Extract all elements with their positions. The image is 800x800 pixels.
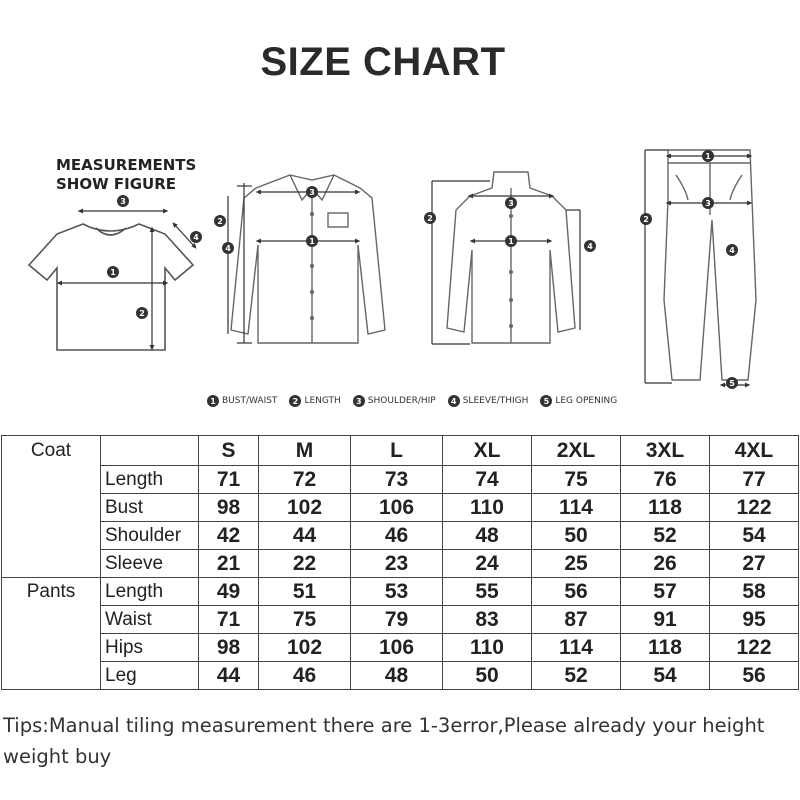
marker-1: [306, 235, 318, 247]
page-title: SIZE CHART: [260, 40, 506, 84]
marker-1: [107, 266, 119, 278]
size-header: 3XL: [621, 436, 710, 466]
marker-2: [424, 212, 436, 224]
category-cell: [2, 550, 101, 578]
number-5-icon: 5: [540, 395, 552, 407]
svg-text:5: 5: [729, 379, 735, 388]
size-header: M: [259, 436, 351, 466]
svg-text:4: 4: [587, 242, 593, 251]
category-cell: Coat: [2, 436, 101, 466]
value-cell: 55: [443, 578, 532, 606]
category-cell: Pants: [2, 578, 101, 606]
value-cell: 75: [532, 466, 621, 494]
value-cell: 48: [351, 662, 443, 690]
legend-label: SHOULDER/HIP: [367, 396, 436, 406]
value-cell: 52: [532, 662, 621, 690]
value-cell: 76: [621, 466, 710, 494]
value-cell: 102: [259, 494, 351, 522]
marker-4: [222, 242, 234, 254]
value-cell: 57: [621, 578, 710, 606]
marker-3: [306, 186, 318, 198]
number-2-icon: 2: [289, 395, 301, 407]
marker-4: [584, 240, 596, 252]
marker-3: [117, 195, 129, 207]
number-1-icon: 1: [207, 395, 219, 407]
header-empty-cell: [101, 436, 199, 466]
value-cell: 58: [710, 578, 799, 606]
marker-1: [505, 235, 517, 247]
legend-item: [289, 395, 340, 407]
size-header: 4XL: [710, 436, 799, 466]
value-cell: 77: [710, 466, 799, 494]
svg-text:1: 1: [705, 152, 711, 161]
row-label: Sleeve: [101, 550, 199, 578]
svg-text:4: 4: [193, 233, 199, 242]
size-header-row: [2, 436, 799, 466]
marker-4: [190, 231, 202, 243]
svg-text:4: 4: [729, 246, 735, 255]
category-cell: [2, 494, 101, 522]
pants-figure: [664, 150, 756, 380]
category-cell: [2, 466, 101, 494]
value-cell: 122: [710, 634, 799, 662]
value-cell: 106: [351, 494, 443, 522]
size-header: S: [199, 436, 259, 466]
value-cell: 50: [443, 662, 532, 690]
value-cell: 54: [621, 662, 710, 690]
legend-item: [353, 395, 436, 407]
size-header: L: [351, 436, 443, 466]
category-cell: [2, 662, 101, 690]
table-row: [2, 522, 799, 550]
table-row: [2, 578, 799, 606]
legend-item: [540, 395, 617, 407]
value-cell: 21: [199, 550, 259, 578]
value-cell: 42: [199, 522, 259, 550]
category-cell: [2, 634, 101, 662]
value-cell: 122: [710, 494, 799, 522]
table-row: [2, 634, 799, 662]
value-cell: 56: [532, 578, 621, 606]
svg-text:3: 3: [120, 197, 126, 206]
legend-label: SLEEVE/THIGH: [462, 396, 529, 406]
value-cell: 91: [621, 606, 710, 634]
value-cell: 23: [351, 550, 443, 578]
legend-label: LEG OPENING: [555, 396, 618, 406]
value-cell: 110: [443, 494, 532, 522]
svg-text:1: 1: [309, 237, 315, 246]
svg-text:4: 4: [225, 244, 231, 253]
svg-text:2: 2: [139, 309, 145, 318]
row-label: Length: [101, 466, 199, 494]
tips-text: Tips:Manual tiling measurement there are 1-3error,Please already your height weight buy: [3, 714, 765, 768]
svg-text:3: 3: [309, 188, 315, 197]
value-cell: 114: [532, 494, 621, 522]
marker-4: [726, 244, 738, 256]
figure-caption-line: MEASUREMENTS: [56, 156, 197, 174]
value-cell: 46: [351, 522, 443, 550]
value-cell: 25: [532, 550, 621, 578]
row-label: Bust: [101, 494, 199, 522]
value-cell: 114: [532, 634, 621, 662]
tshirt-figure: [29, 224, 193, 350]
legend-item: [448, 395, 529, 407]
size-header: 2XL: [532, 436, 621, 466]
marker-3: [702, 197, 714, 209]
value-cell: 44: [199, 662, 259, 690]
value-cell: 106: [351, 634, 443, 662]
number-4-icon: 4: [448, 395, 460, 407]
value-cell: 83: [443, 606, 532, 634]
value-cell: 118: [621, 494, 710, 522]
legend-label: BUST/WAIST: [222, 396, 278, 406]
table-row: [2, 494, 799, 522]
value-cell: 48: [443, 522, 532, 550]
category-cell: [2, 522, 101, 550]
value-cell: 51: [259, 578, 351, 606]
row-label: Length: [101, 578, 199, 606]
value-cell: 98: [199, 634, 259, 662]
svg-text:2: 2: [217, 217, 223, 226]
svg-text:2: 2: [427, 214, 433, 223]
value-cell: 72: [259, 466, 351, 494]
value-cell: 73: [351, 466, 443, 494]
svg-text:3: 3: [705, 199, 711, 208]
value-cell: 87: [532, 606, 621, 634]
table-row: [2, 466, 799, 494]
marker-2: [214, 215, 226, 227]
value-cell: 110: [443, 634, 532, 662]
size-header: XL: [443, 436, 532, 466]
svg-text:1: 1: [110, 268, 116, 277]
value-cell: 53: [351, 578, 443, 606]
value-cell: 49: [199, 578, 259, 606]
svg-text:1: 1: [508, 237, 514, 246]
measurement-figures: [0, 140, 800, 400]
category-cell: [2, 606, 101, 634]
marker-3: [505, 197, 517, 209]
marker-2: [136, 307, 148, 319]
value-cell: 56: [710, 662, 799, 690]
value-cell: 44: [259, 522, 351, 550]
value-cell: 24: [443, 550, 532, 578]
value-cell: 46: [259, 662, 351, 690]
table-row: [2, 606, 799, 634]
value-cell: 27: [710, 550, 799, 578]
row-label: Waist: [101, 606, 199, 634]
svg-text:3: 3: [508, 199, 514, 208]
marker-1: [702, 150, 714, 162]
marker-2: [640, 213, 652, 225]
svg-text:2: 2: [643, 215, 649, 224]
marker-5: [726, 377, 738, 389]
legend-item: [207, 395, 277, 407]
value-cell: 71: [199, 466, 259, 494]
row-label: Shoulder: [101, 522, 199, 550]
value-cell: 71: [199, 606, 259, 634]
value-cell: 54: [710, 522, 799, 550]
value-cell: 79: [351, 606, 443, 634]
table-row: [2, 550, 799, 578]
row-label: Leg: [101, 662, 199, 690]
measurement-legend: [207, 394, 617, 408]
value-cell: 26: [621, 550, 710, 578]
legend-label: LENGTH: [304, 396, 341, 406]
value-cell: 118: [621, 634, 710, 662]
value-cell: 52: [621, 522, 710, 550]
value-cell: 50: [532, 522, 621, 550]
value-cell: 22: [259, 550, 351, 578]
size-table: [1, 435, 799, 690]
shirt-figure: [231, 175, 385, 343]
table-row: [2, 662, 799, 690]
number-3-icon: 3: [353, 395, 365, 407]
value-cell: 75: [259, 606, 351, 634]
figure-caption-line: SHOW FIGURE: [56, 175, 176, 193]
value-cell: 95: [710, 606, 799, 634]
value-cell: 102: [259, 634, 351, 662]
row-label: Hips: [101, 634, 199, 662]
value-cell: 98: [199, 494, 259, 522]
value-cell: 74: [443, 466, 532, 494]
